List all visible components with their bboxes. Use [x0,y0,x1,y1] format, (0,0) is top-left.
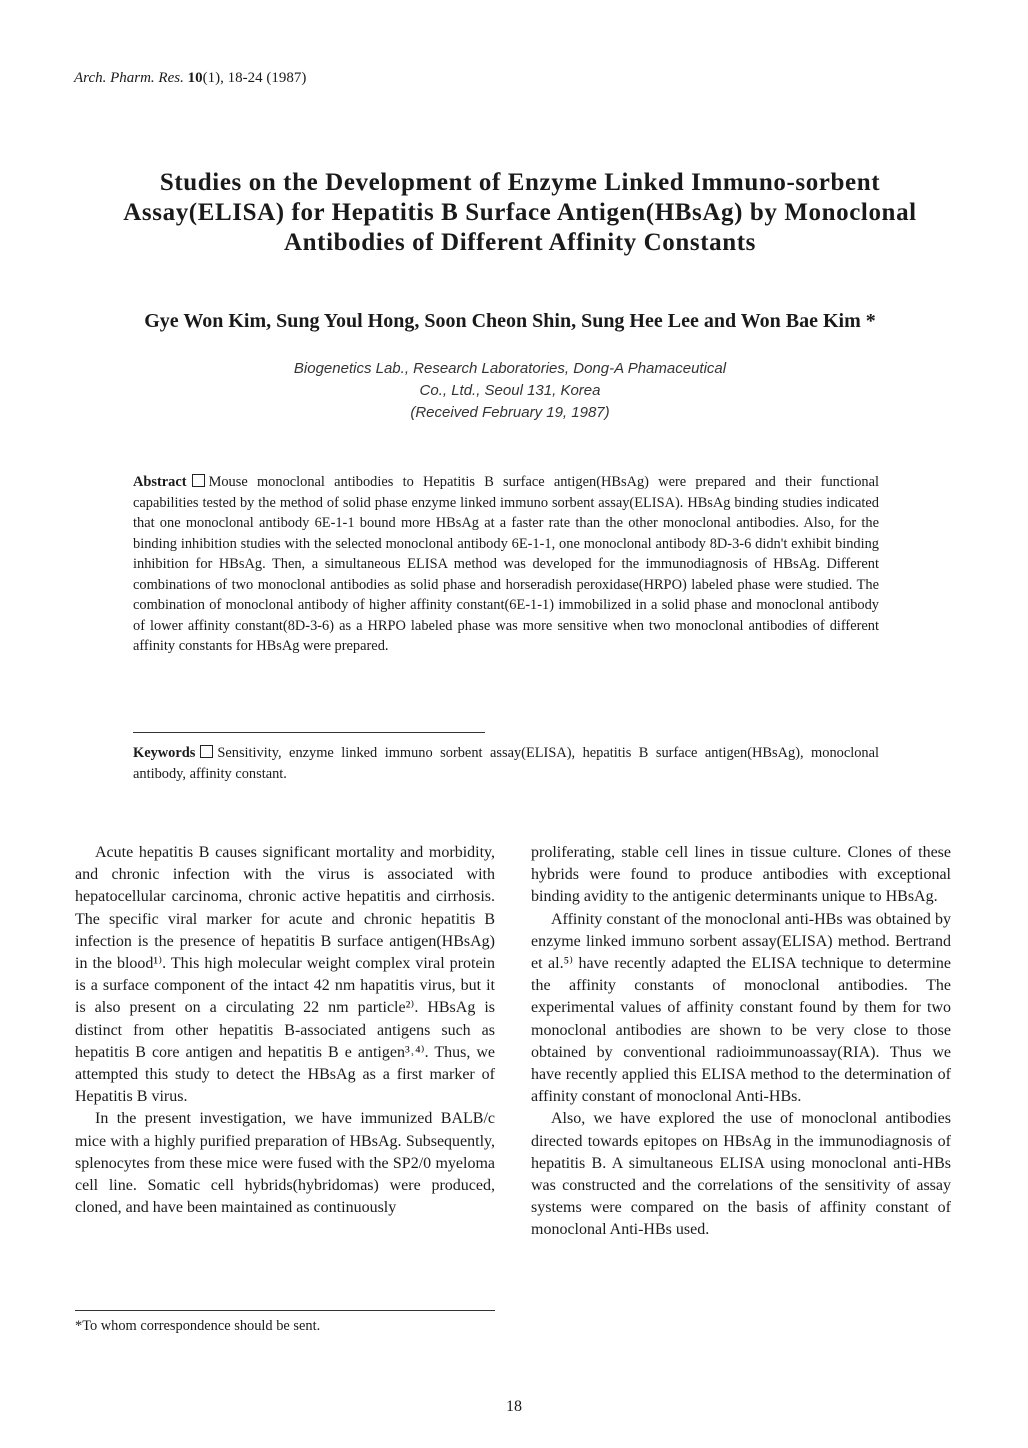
affiliation [160,358,860,424]
keywords-text: Sensitivity, enzyme linked immuno sorbent assay(ELISA), hepatitis B surface antigen(HBsAg), monoclonal antibody, affinity constant. [133,745,879,782]
journal-volume: 10 [187,70,203,86]
square-box-icon [200,745,213,758]
paper-title: Studies on the Development of Enzyme Linked Immuno-sorbent Assay(ELISA) for Hepatitis B Surface Antigen(HBsAg) by Monoclonal Antibodies of Different Affinity Constants [123,169,917,256]
footnote: *To whom correspondence should be sent. [75,1318,321,1334]
journal-citation [74,70,306,87]
body-paragraph: In the present investigation, we have immunized BALB/c mice with a highly purified preparation of HBsAg. Subsequently, splenocytes from these mice were fused with the SP2/0 myeloma cell line. Somatic cell hybrids(hybridomas) were produced, cloned, and have been maintained as continuously [75,1110,495,1217]
footnote-divider [75,1310,495,1311]
affiliation-line-2: Co., Ltd., Seoul 131, Korea [419,382,601,399]
body-paragraph: Acute hepatitis B causes significant mortality and morbidity, and chronic infection with the virus is associated with hepatocellular carcinoma, chronic active hepatitis and cirrhosis. The specific viral marker for acute and chronic hepatitis B infection is the presence of hepatitis B surface antigen(HBsAg) in the blood¹⁾. This high molecular weight complex viral protein is a surface component of the intact 42 nm hapatitis virus, but it is also present on a circulating 22 nm particle²⁾. HBsAg is distinct from other hepatitis B-associated antigens such as hepatitis B core antigen and hepatitis B e antigen³˒⁴⁾. Thus, we attempted this study to detect the HBsAg as a first marker of Hepatitis B virus. [75,844,495,1106]
received-date: (Received February 19, 1987) [410,404,610,421]
journal-name: Arch. Pharm. Res. [74,70,184,86]
abstract-text: Mouse monoclonal antibodies to Hepatitis B surface antigen(HBsAg) were prepared and their functional capabilities tested by the method of solid phase enzyme linked immuno sorbent assay(ELISA). HBsAg binding studies indicated that one monoclonal antibody 6E-1-1 bound more HBsAg at a faster rate than the other monoclonal antibodies. Also, for the binding inhibition studies with the selected monoclonal antibody 6E-1-1, one monoclonal antibody 8D-3-6 didn't exhibit binding inhibition for HBsAg. Then, a simultaneous ELISA method was developed for the immunodiagnosis of HBsAg. Different combinations of two monoclonal antibodies as solid phase and horseradish peroxidase(HRPO) labeled phase were studied. The combination of monoclonal antibody of higher affinity constant(6E-1-1) immobilized in a solid phase and monoclonal antibody of lower affinity constant(8D-3-6) as a HRPO labeled phase was more sensitive when two monoclonal antibodies of different affinity constants for HBsAg were prepared. [133,474,879,654]
abstract [133,472,879,657]
keywords [133,743,879,784]
page-number: 18 [506,1398,522,1415]
body-paragraph: proliferating, stable cell lines in tissue culture. Clones of these hybrids were found to produce antibodies with exceptional binding avidity to the antigenic determinants unique to HBsAg. [531,844,951,906]
abstract-label: Abstract [133,474,187,490]
body-column-left [75,842,495,1219]
affiliation-line-1: Biogenetics Lab., Research Laboratories, Dong-A Phamaceutical [293,360,727,377]
keywords-label: Keywords [133,745,196,761]
journal-issue-pages: (1), 18-24 (1987) [202,70,307,86]
body-column-right [531,842,951,1242]
author-list: Gye Won Kim, Sung Youl Hong, Soon Cheon Shin, Sung Hee Lee and Won Bae Kim * [144,310,876,332]
divider [133,732,485,733]
body-paragraph: Affinity constant of the monoclonal anti-HBs was obtained by enzyme linked immuno sorbent assay(ELISA) method. Bertrand et al.⁵⁾ have recently adapted the ELISA technique to determine the affinity constants of monoclonal antibodies. The experimental values of affinity constant found by them for two monoclonal antibodies are shown to be very close to those obtained by conventional radioimmunoassay(RIA). Thus we have recently applied this ELISA method to the determination of affinity constant of monoclonal Anti-HBs. [531,910,951,1106]
square-box-icon [192,474,205,487]
body-paragraph: Also, we have explored the use of monoclonal antibodies directed towards epitopes on HBsAg in the immunodiagnosis of hepatitis B. A simultaneous ELISA using monoclonal anti-HBs was constructed and the correlations of the sensitivity of assay systems were compared on the basis of affinity constant of monoclonal Anti-HBs used. [531,1110,951,1239]
